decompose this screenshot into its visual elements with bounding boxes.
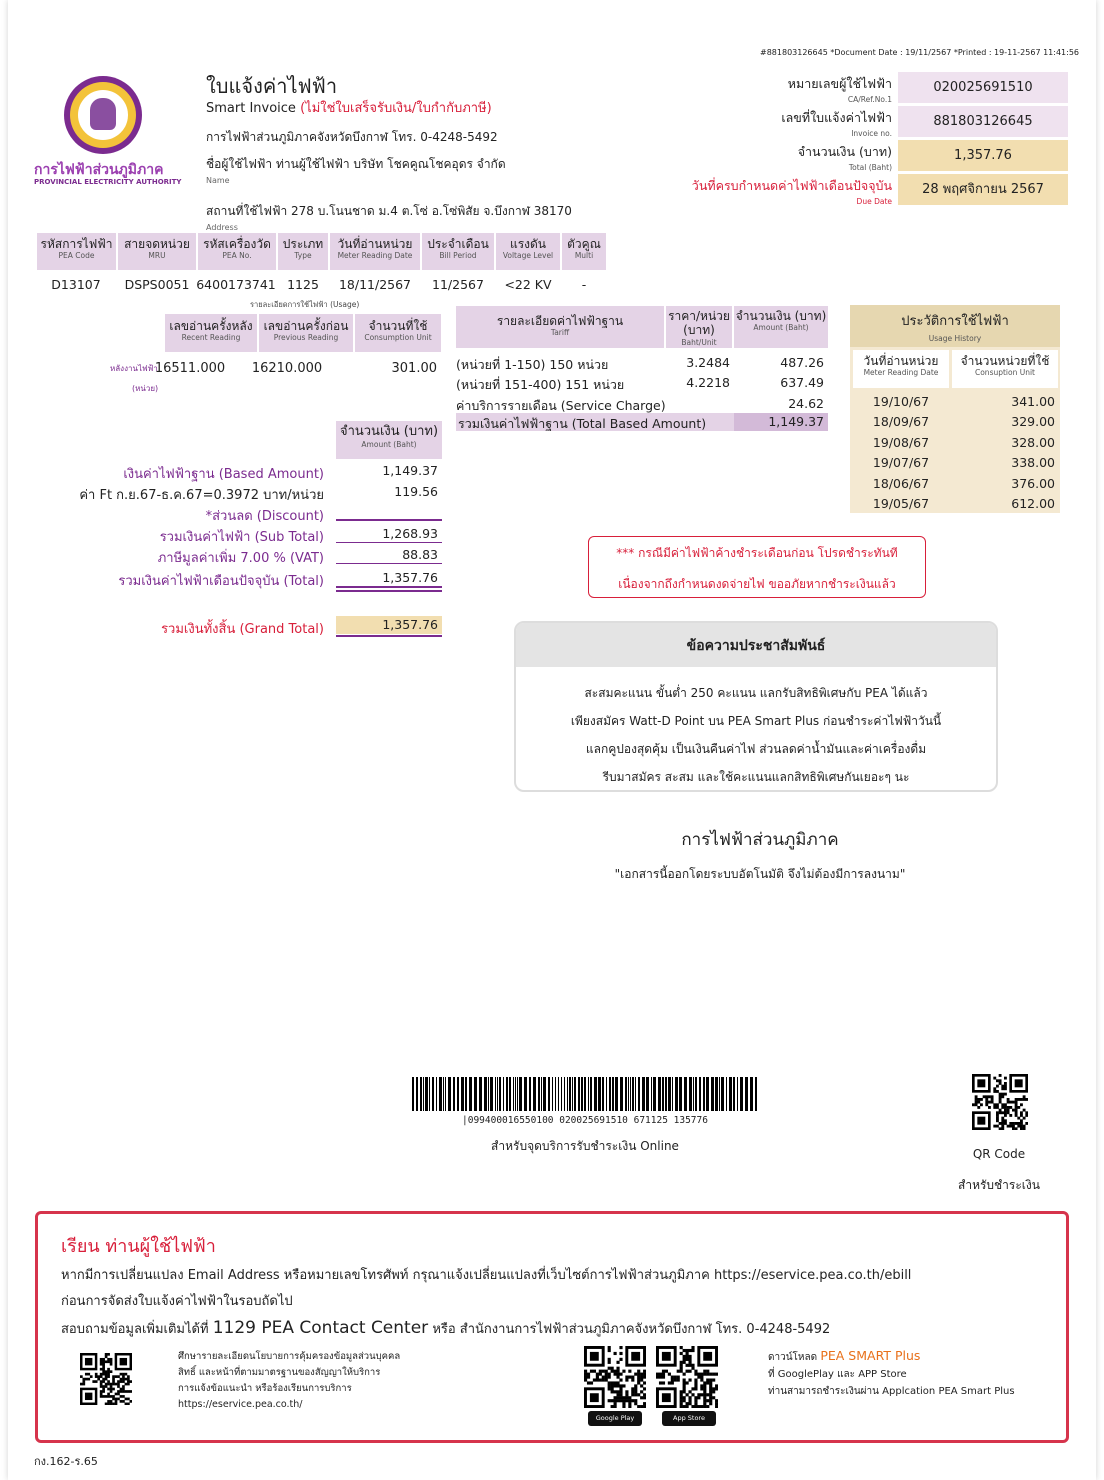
usage-caption: รายละเอียดการใช้ไฟฟ้า (Usage)	[250, 300, 360, 309]
contact-office: หรือ สำนักงานการไฟฟ้าส่วนภูมิภาคจังหวัดบึงกาฬ โทร. 0-4248-5492	[432, 1322, 831, 1337]
form-code: กง.162-ร.65	[34, 1455, 98, 1468]
not-receipt-note: (ไม่ใช่ใบเสร็จรับเงิน/ใบกำกับภาษี)	[300, 101, 492, 116]
qr-label: QR Code	[972, 1147, 1026, 1161]
notice-text-1: หากมีการเปลี่ยนแปลง Email Address หรือหมายเลขโทรศัพท์ กรุณาแจ้งเปลี่ยนแปลงที่เว็บไซต์การไฟฟ้าส่วนภูมิภาค https://eservice.pea.co.th/ebill	[61, 1268, 912, 1283]
meter-header-cell	[496, 233, 560, 270]
meter-header-en: Type	[294, 251, 312, 261]
meter-header-th: รหัสการไฟฟ้า	[40, 237, 113, 251]
footer-org: การไฟฟ้าส่วนภูมิภาค	[681, 830, 839, 850]
meter-header-th: วันที่อ่านหน่วย	[337, 237, 413, 251]
summary-label: ภาษีมูลค่าเพิ่ม 7.00 % (VAT)	[157, 551, 324, 566]
summary-label: *ส่วนลด (Discount)	[205, 509, 324, 524]
pr-line: แลกคูปองสุดคุ้ม เป็นเงินคืนค่าไฟ ส่วนลดค่าน้ำมันและค่าเครื่องดื่ม	[585, 742, 927, 756]
meter-value: -	[581, 277, 587, 292]
pea-logo-icon	[64, 76, 142, 154]
usage-header-en: Previous Reading	[273, 333, 339, 343]
contact-prefix: สอบถามข้อมูลเพิ่มเติมได้ที่	[61, 1322, 209, 1337]
history-title-en: Usage History	[928, 334, 982, 343]
history-header-cell	[853, 350, 949, 388]
summary-rule	[336, 542, 442, 543]
app-stores-line: ที่ GooglePlay และ APP Store	[768, 1369, 907, 1380]
usage-row-unit: (หน่วย)	[132, 384, 159, 393]
history-date: 19/10/67	[872, 394, 930, 409]
history-date: 19/08/67	[872, 434, 930, 450]
account-label: หมายเลขผู้ใช้ไฟฟ้า	[787, 76, 892, 91]
history-unit: 338.00	[1011, 455, 1055, 471]
meter-header-cell	[422, 233, 494, 270]
meter-header-cell	[118, 233, 196, 270]
meter-header-en: PEA No.	[222, 251, 252, 261]
account-value: 881803126645	[898, 106, 1068, 137]
meter-value: D13107	[51, 277, 101, 292]
grand-total-value: 1,357.76	[382, 617, 438, 632]
meter-header-en: PEA Code	[58, 251, 95, 261]
notice-line-2: เนื่องจากถึงกำหนดงดจ่ายไฟ ขออภัยหากชำระเงินแล้ว	[618, 577, 896, 591]
tariff-desc: (หน่วยที่ 151-400) 151 หน่วย	[456, 377, 625, 392]
notice-text-3	[61, 1318, 830, 1339]
tariff-header-th: ราคา/หน่วย (บาท)	[668, 309, 730, 338]
pr-line: เพียงสมัคร Watt-D Point บน PEA Smart Plus ก่อนชำระค่าไฟฟ้าวันนี้	[570, 714, 942, 728]
qr-caption: สำหรับชำระเงิน	[958, 1178, 1040, 1192]
tariff-header-th: รายละเอียดค่าไฟฟ้าฐาน	[496, 314, 624, 328]
usage-value: 16511.000	[154, 361, 226, 376]
app-name: PEA SMART Plus	[820, 1348, 921, 1363]
meter-header-en: Bill Period	[439, 251, 477, 261]
meter-header-en: Voltage Level	[502, 251, 554, 261]
download-label: ดาวน์โหลด	[768, 1352, 818, 1363]
tariff-header-en: Baht/Unit	[681, 337, 717, 347]
meter-header-th: สายจดหน่วย	[124, 237, 190, 251]
usage-header-en: Consumption Unit	[364, 333, 432, 343]
summary-header-th: จำนวนเงิน (บาท)	[339, 424, 439, 439]
tariff-header-cell	[666, 306, 732, 348]
meter-header-th: แรงดัน	[509, 237, 547, 251]
meter-value: 6400173741	[196, 277, 276, 292]
meter-header-en: Meter Reading Date	[337, 251, 413, 261]
account-label: เลขที่ใบแจ้งค่าไฟฟ้า	[781, 110, 892, 125]
googleplay-qr-icon	[584, 1346, 646, 1408]
meter-header-en: MRU	[148, 251, 166, 261]
tariff-desc: (หน่วยที่ 1-150) 150 หน่วย	[456, 357, 609, 372]
tariff-header-cell	[456, 306, 664, 348]
privacy-line-1: ศึกษารายละเอียดนโยบายการคุ้มครองข้อมูลส่วนบุคคล	[178, 1351, 401, 1362]
account-label-en: Due Date	[856, 197, 892, 206]
customer-name: ชื่อผู้ใช้ไฟฟ้า ท่านผู้ใช้ไฟฟ้า บริษัท โชคคูณโชคอุดร จำกัด	[206, 157, 506, 171]
meter-header-cell	[562, 233, 606, 270]
pr-message-box	[514, 621, 998, 792]
usage-header-th: เลขอ่านครั้งก่อน	[263, 319, 349, 333]
account-value: 28 พฤศจิกายน 2567	[898, 174, 1068, 205]
contact-center: 1129 PEA Contact Center	[212, 1318, 429, 1338]
history-unit: 341.00	[1011, 394, 1055, 409]
usage-header-th: เลขอ่านครั้งหลัง	[169, 319, 253, 333]
tariff-rate: 4.2218	[686, 375, 730, 390]
app-store-badge[interactable]: App Store	[662, 1411, 716, 1426]
account-value: 020025691510	[898, 72, 1068, 103]
account-label-en: Invoice no.	[851, 129, 892, 138]
history-date: 18/06/67	[872, 475, 930, 491]
tariff-header-en: Amount (Baht)	[753, 323, 809, 333]
history-date: 18/09/67	[872, 414, 930, 430]
app-pay-line: ท่านสามารถชำระเงินผ่าน Applcation PEA Smart Plus	[768, 1386, 1015, 1397]
privacy-line-2: สิทธิ์ และหน้าที่ตามมาตรฐานของสัญญาให้บริการ	[178, 1367, 381, 1378]
pr-line: สะสมคะแนน ขั้นต่ำ 250 คะแนน แลกรับสิทธิพิเศษกับ PEA ได้แล้ว	[584, 686, 928, 700]
logo-text-th: การไฟฟ้าส่วนภูมิภาค	[34, 162, 164, 178]
meter-value: DSPS0051	[124, 277, 190, 292]
meter-value: 11/2567	[432, 277, 484, 292]
history-title: ประวัติการใช้ไฟฟ้า	[901, 314, 1009, 329]
privacy-link[interactable]: https://eservice.pea.co.th/	[178, 1399, 303, 1410]
payment-qr-icon	[972, 1074, 1028, 1130]
summary-label: รวมเงินค่าไฟฟ้าเดือนปัจจุบัน (Total)	[118, 574, 324, 589]
history-date: 19/07/67	[872, 455, 930, 471]
summary-value: 1,149.37	[382, 463, 438, 478]
history-header-cell	[952, 350, 1058, 388]
account-label: วันที่ครบกำหนดค่าไฟฟ้าเดือนปัจจุบัน	[691, 178, 892, 193]
meter-header-cell	[330, 233, 420, 270]
tariff-header-en: Tariff	[550, 328, 570, 338]
privacy-line-3: การแจ้งข้อแนะนำ หรือร้องเรียนการบริการ	[178, 1383, 352, 1394]
usage-value: 16210.000	[251, 361, 323, 376]
barcode-caption: สำหรับจุดบริการรับชำระเงิน Online	[491, 1139, 679, 1153]
account-label-en: Total (Baht)	[848, 163, 892, 172]
usage-header-cell	[355, 314, 441, 352]
account-label-en: CA/Ref.No.1	[847, 95, 892, 104]
tariff-rate: 3.2484	[686, 355, 730, 370]
app-download-info	[768, 1347, 1015, 1400]
meter-header-th: รหัสเครื่องวัด	[203, 237, 271, 251]
summary-value: 1,357.76	[382, 570, 438, 585]
history-header-en: Meter Reading Date	[863, 368, 939, 378]
meter-header-cell	[278, 233, 328, 270]
meter-value: 1125	[287, 277, 319, 292]
account-value: 1,357.76	[898, 140, 1068, 171]
meter-value: <22 KV	[504, 277, 552, 292]
meter-header-th: ประเภท	[282, 237, 324, 251]
auto-doc-note: "เอกสารนี้ออกโดยระบบอัตโนมัติ จึงไม่ต้องมีการลงนาม"	[614, 867, 906, 881]
history-header-th: วันที่อ่านหน่วย	[863, 354, 939, 368]
notice-text-2: ก่อนการจัดส่งใบแจ้งค่าไฟฟ้าในรอบถัดไป	[61, 1294, 293, 1309]
history-header-th: จำนวนหน่วยที่ใช้	[960, 354, 1050, 368]
office-line: การไฟฟ้าส่วนภูมิภาคจังหวัดบึงกาฬ โทร. 0-4248-5492	[206, 130, 498, 144]
payment-barcode	[412, 1077, 758, 1111]
meter-header-th: ตัวคูณ	[567, 237, 601, 251]
summary-rule	[336, 563, 442, 564]
usage-header-cell	[165, 314, 257, 352]
address-en-label: Address	[206, 223, 238, 232]
usage-value: 301.00	[391, 361, 437, 376]
meter-value: 18/11/2567	[338, 277, 412, 292]
tariff-total-value: 1,149.37	[768, 414, 824, 429]
name-en-label: Name	[206, 176, 230, 185]
summary-label: เงินค่าไฟฟ้าฐาน (Based Amount)	[123, 467, 324, 482]
summary-header-en: Amount (Baht)	[361, 439, 417, 449]
meter-header-th: ประจำเดือน	[427, 237, 489, 251]
meter-header-cell	[37, 233, 116, 270]
history-unit: 328.00	[1011, 434, 1055, 450]
notice-line-1: *** กรณีมีค่าไฟฟ้าค้างชำระเดือนก่อน โปรดชำระทันที	[616, 546, 898, 560]
summary-rule	[336, 586, 442, 588]
appstore-qr-icon	[656, 1346, 718, 1408]
service-address: สถานที่ใช้ไฟฟ้า 278 บ.โนนชาด ม.4 ต.โซ่ อ.โซ่พิสัย จ.บึงกาฬ 38170	[206, 204, 572, 218]
summary-rule	[336, 590, 442, 592]
summary-label: ค่า Ft ก.ย.67-ธ.ค.67=0.3972 บาท/หน่วย	[79, 488, 324, 503]
grand-total-label: รวมเงินทั้งสิ้น (Grand Total)	[161, 622, 324, 637]
usage-header-cell	[259, 314, 353, 352]
google-play-badge[interactable]: Google Play	[588, 1411, 642, 1426]
tariff-amount: 487.26	[780, 355, 824, 370]
logo-text-en: PROVINCIAL ELECTRICITY AUTHORITY	[34, 178, 182, 186]
tariff-amount: 637.49	[780, 375, 824, 390]
smart-invoice-label	[206, 97, 492, 118]
usage-header-th: จำนวนที่ใช้	[368, 319, 428, 333]
invoice-title: ใบแจ้งค่าไฟฟ้า	[206, 74, 338, 98]
summary-header	[336, 421, 442, 459]
history-date: 19/05/67	[872, 496, 930, 511]
grand-total-rule	[336, 635, 442, 637]
pr-line: รีบมาสมัคร สะสม และใช้คะแนนแลกสิทธิพิเศษกันเยอะๆ นะ	[602, 770, 910, 784]
history-unit: 612.00	[1011, 496, 1055, 511]
barcode-number: |099400016550100 020025691510 671125 135776	[462, 1115, 708, 1126]
meter-header-cell	[198, 233, 276, 270]
overdue-notice	[588, 536, 926, 598]
smart-invoice-text: Smart Invoice	[206, 101, 296, 116]
history-header-en: Consuption Unit	[974, 368, 1036, 378]
pr-title: ข้อความประชาสัมพันธ์	[516, 623, 996, 667]
document-reference: #881803126645 *Document Date : 19/11/2567 *Printed : 19-11-2567 11:41:56	[760, 48, 1080, 57]
usage-row-label: หลังงานไฟฟ้า	[110, 364, 158, 373]
summary-value: 119.56	[394, 484, 438, 499]
privacy-qr-icon	[80, 1353, 132, 1405]
tariff-amount: 24.62	[788, 396, 824, 411]
tariff-total-label: รวมเงินค่าไฟฟ้าฐาน (Total Based Amount)	[458, 416, 707, 431]
privacy-info	[178, 1349, 400, 1413]
summary-value: 88.83	[402, 547, 438, 562]
tariff-desc: ค่าบริการรายเดือน (Service Charge)	[456, 398, 666, 413]
notice-heading: เรียน ท่านผู้ใช้ไฟฟ้า	[61, 1236, 216, 1257]
account-label: จำนวนเงิน (บาท)	[797, 144, 892, 159]
tariff-header-cell	[734, 306, 828, 348]
history-unit: 329.00	[1011, 414, 1055, 430]
summary-label: รวมเงินค่าไฟฟ้า (Sub Total)	[159, 530, 324, 545]
summary-rule	[336, 519, 442, 521]
summary-value: 1,268.93	[382, 526, 438, 541]
tariff-header-th: จำนวนเงิน (บาท)	[735, 309, 827, 323]
history-unit: 376.00	[1011, 475, 1055, 491]
usage-header-en: Recent Reading	[181, 333, 241, 343]
meter-header-en: Multi	[574, 251, 594, 261]
